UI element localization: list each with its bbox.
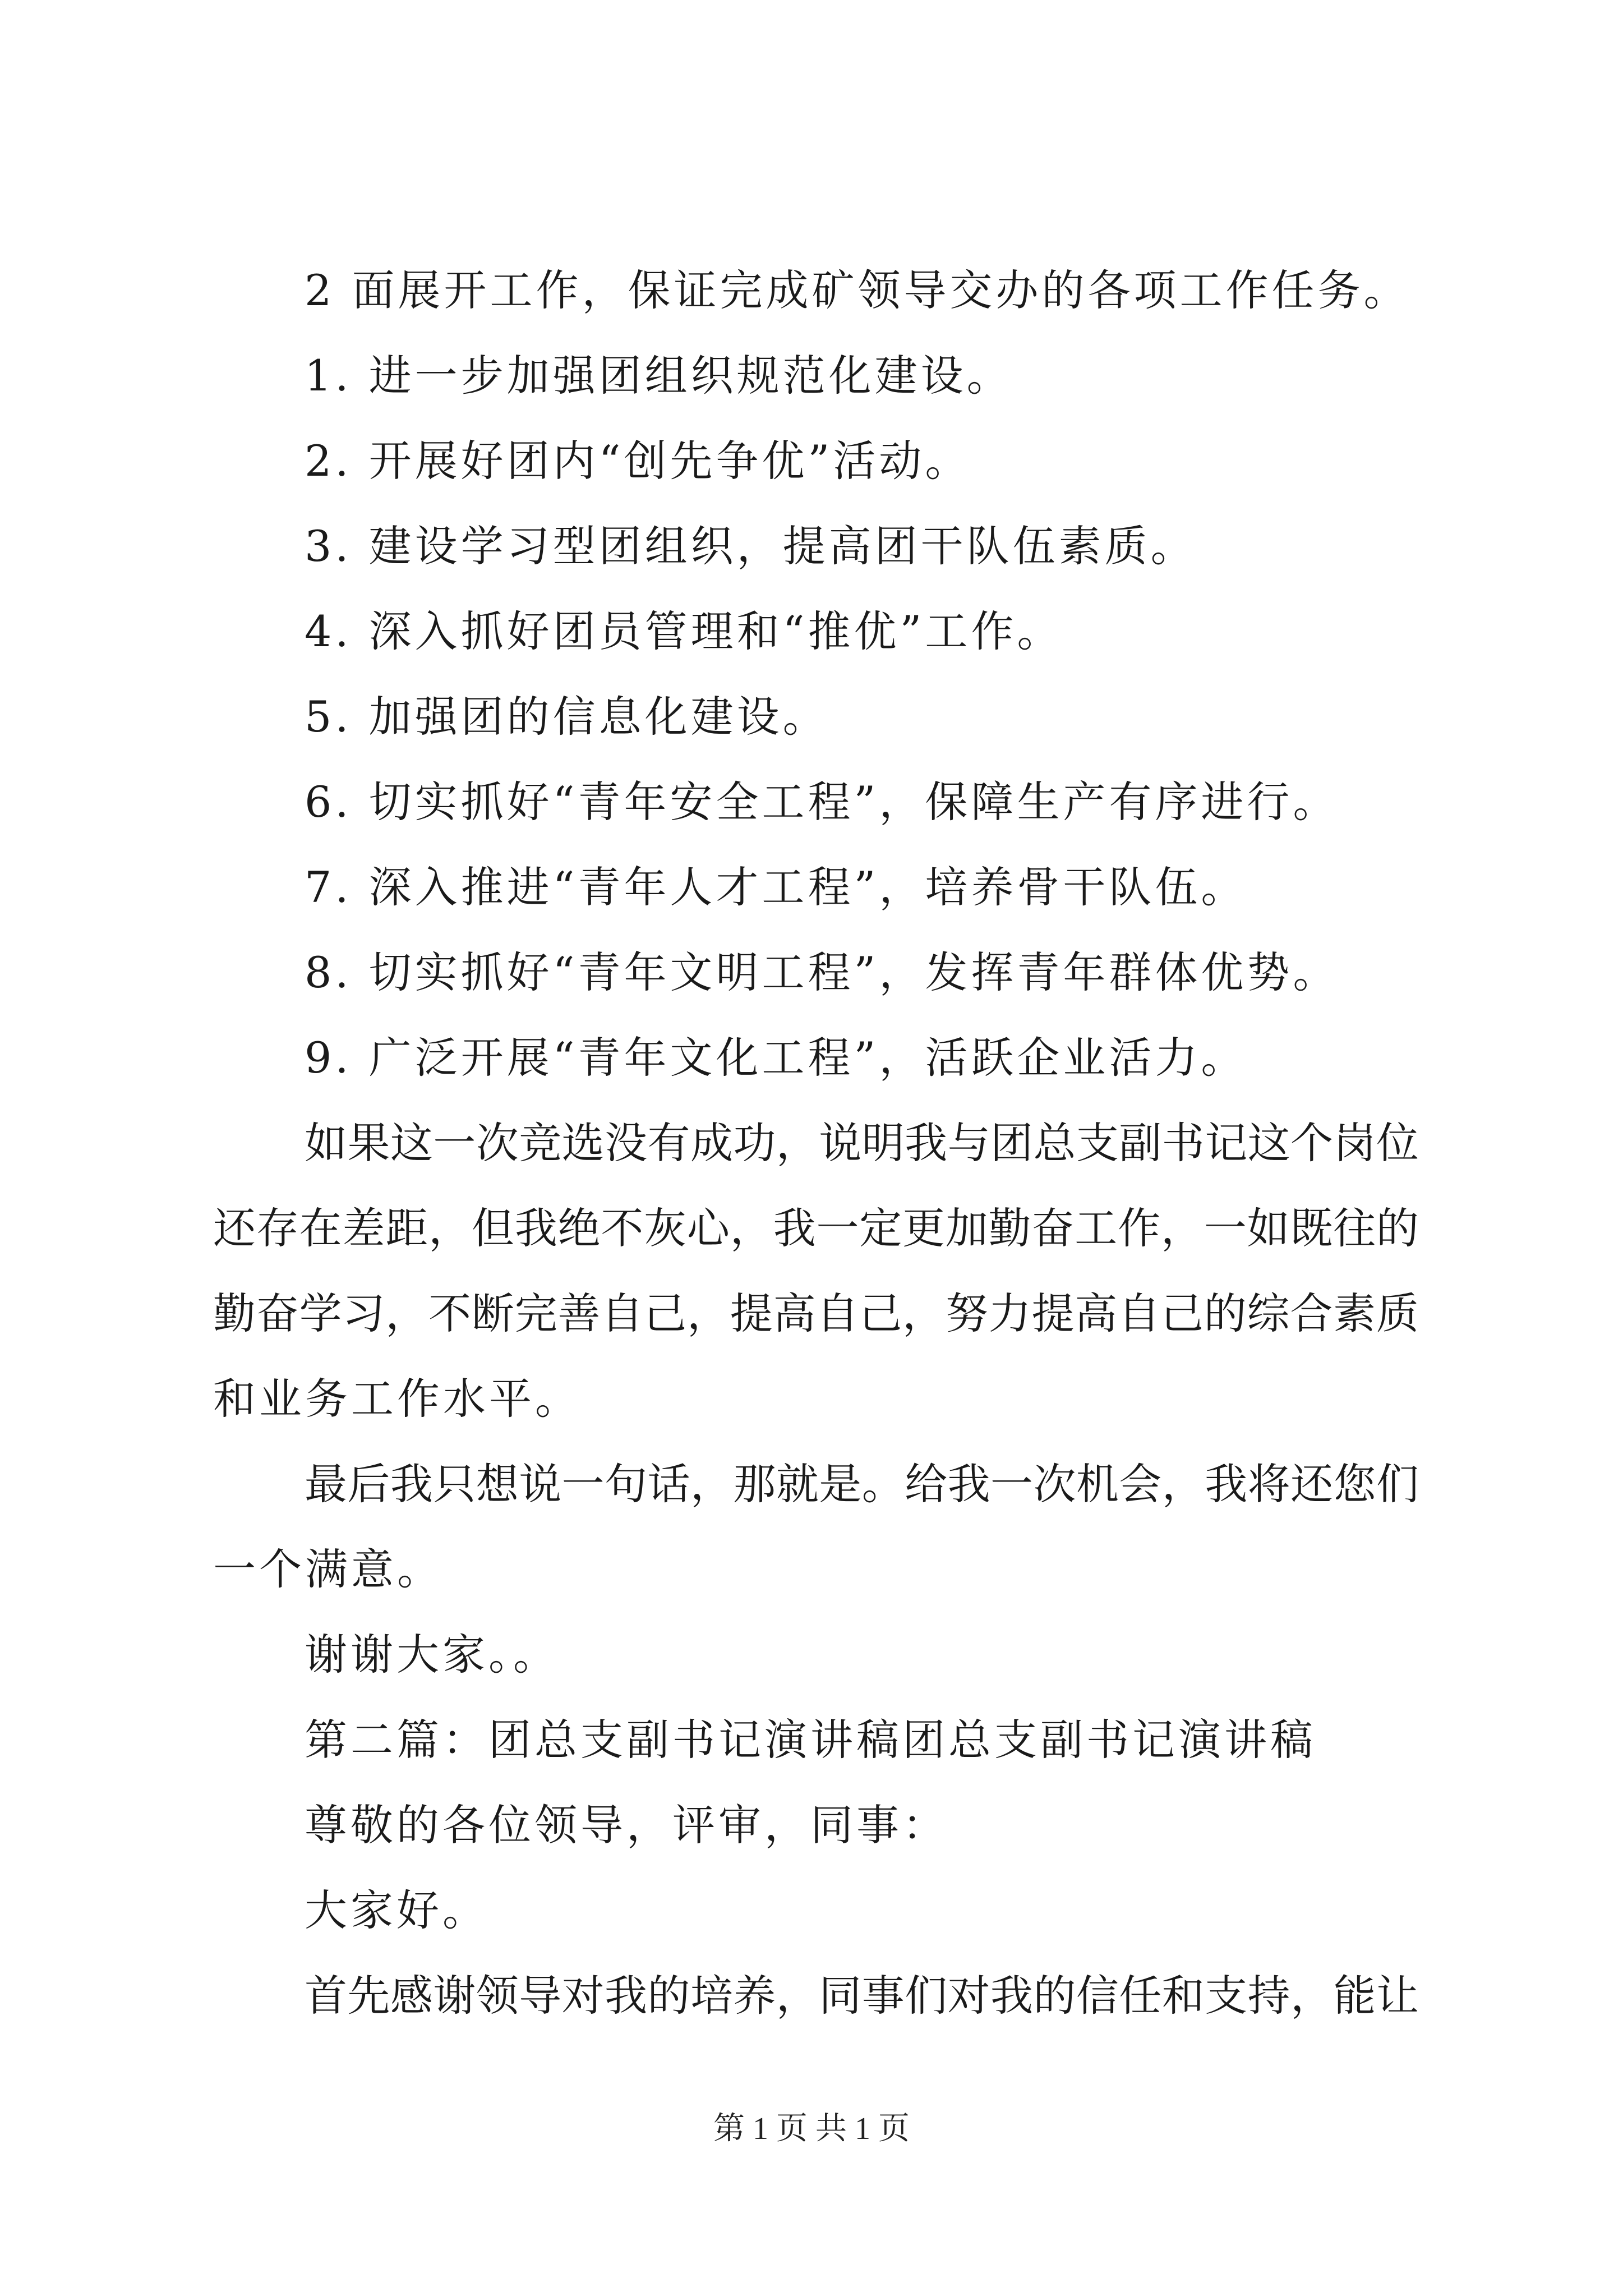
list-item: 2. 开展好团内“创先争优”活动。 [305,436,971,486]
salutation: 尊敬的各位领导，评审，同事： [305,1800,948,1850]
paragraph-line: 如果这一次竞选没有成功，说明我与团总支副书记这个岗位 [305,1118,1419,1168]
paragraph-line: 勤奋学习，不断完善自己，提高自己，努力提高自己的综合素质 [213,1289,1419,1338]
list-item: 9. 广泛开展“青年文化工程”，活跃企业活力。 [305,1033,1247,1083]
paragraph-line: 一个满意。 [213,1544,443,1594]
list-item: 1. 进一步加强团组织规范化建设。 [305,351,1013,401]
list-item: 3. 建设学习型团组织，提高团干队伍素质。 [305,521,1197,571]
paragraph-line: 谢谢大家。。 [305,1630,559,1680]
paragraph-line: 和业务工作水平。 [213,1374,581,1424]
paragraph-line: 还存在差距，但我绝不灰心，我一定更加勤奋工作，一如既往的 [213,1203,1419,1253]
paragraph-line: 最后我只想说一句话，那就是。给我一次机会，我将还您们 [305,1459,1419,1509]
list-item: 7. 深入推进“青年人才工程”，培养骨干队伍。 [305,862,1247,912]
list-item: 6. 切实抓好“青年安全工程”，保障生产有序进行。 [305,777,1339,827]
paragraph-line: 首先感谢领导对我的培养，同事们对我的信任和支持，能让 [305,1971,1419,2021]
greeting: 大家好。 [305,1885,488,1935]
list-item: 8. 切实抓好“青年文明工程”，发挥青年群体优势。 [305,947,1339,997]
page-footer: 第 1 页 共 1 页 [713,2111,910,2146]
section-heading: 第二篇：团总支副书记演讲稿团总支副书记演讲稿 [305,1715,1316,1765]
text-line: 2 面展开工作，保证完成矿领导交办的各项工作任务。 [305,265,1410,315]
list-item: 5. 加强团的信息化建设。 [305,692,829,742]
list-item: 4. 深入抓好团员管理和“推优”工作。 [305,606,1063,656]
